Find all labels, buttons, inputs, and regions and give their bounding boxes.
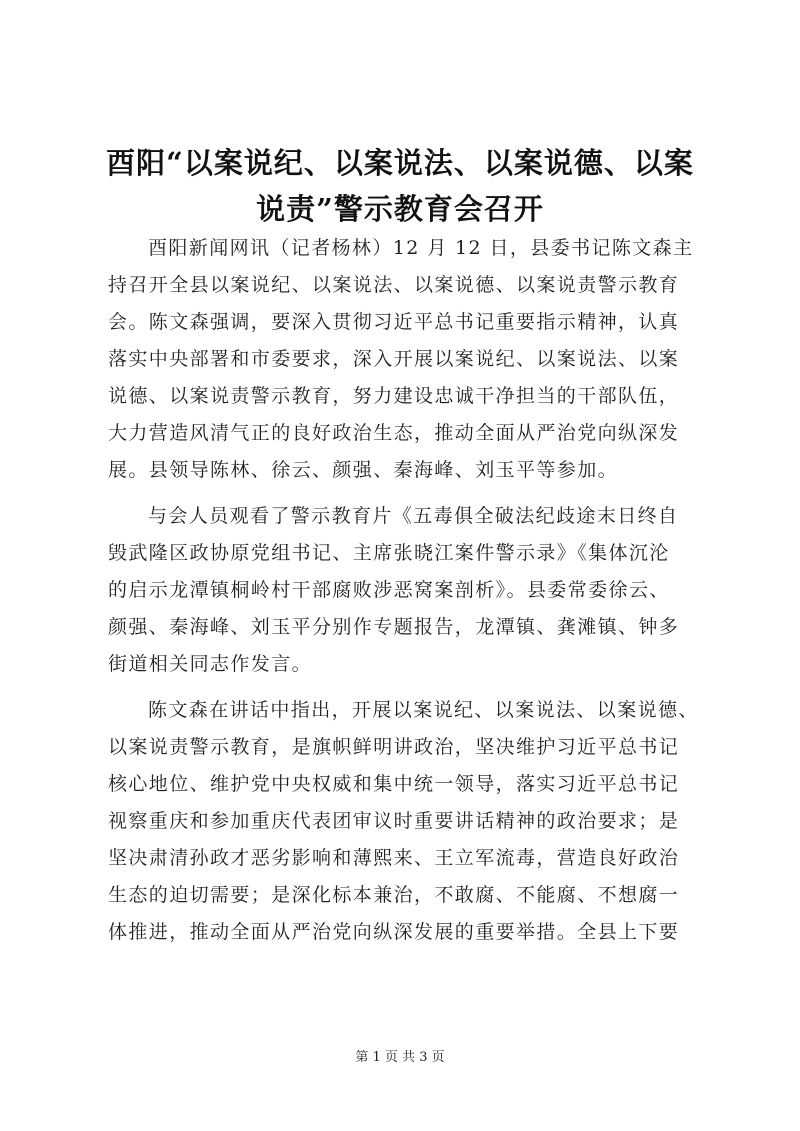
page-number-footer: 第 1 页 共 3 页	[355, 1050, 445, 1065]
paragraph-2	[108, 498, 708, 683]
paragraph-line: 体推进，推动全面从严治党向纵深发展的重要举措。全县上下要	[108, 921, 680, 943]
paragraph-line: 的启示龙潭镇桐岭村干部腐败涉恶窝案剖析》。县委常委徐云、	[108, 579, 670, 601]
paragraph-line: 会。陈文森强调，要深入贯彻习近平总书记重要指示精神，认真	[108, 311, 680, 333]
paragraph-line: 与会人员观看了警示教育片《五毒俱全破法纪歧途末日终自	[148, 505, 679, 527]
paragraph-line: 持召开全县以案说纪、以案说法、以案说德、以案说责警示教育	[108, 274, 680, 296]
paragraph-1	[108, 230, 708, 489]
paragraph-line: 大力营造风清气正的良好政治生态，推动全面从严治党向纵深发	[108, 422, 680, 444]
paragraph-line: 街道相关同志作发言。	[108, 653, 313, 675]
paragraph-line: 视察重庆和参加重庆代表团审议时重要讲话精神的政治要求；是	[108, 810, 680, 832]
paragraph-line: 生态的迫切需要；是深化标本兼治，不敢腐、不能腐、不想腐一	[108, 884, 680, 906]
title-line: 说责”警示教育会召开	[256, 192, 544, 226]
paragraph-line: 酉阳新闻网讯（记者杨林）12 月 12 日，县委书记陈文森主	[148, 237, 694, 259]
document-body	[108, 230, 708, 951]
paragraph-line: 展。县领导陈林、徐云、颜强、秦海峰、刘玉平等参加。	[108, 459, 619, 481]
document-title	[100, 140, 700, 232]
paragraph-line: 落实中央部署和市委要求，深入开展以案说纪、以案说法、以案	[108, 348, 680, 370]
paragraph-line: 颜强、秦海峰、刘玉平分别作专题报告，龙潭镇、龚滩镇、钟多	[108, 616, 680, 638]
paragraph-line: 坚决肃清孙政才恶劣影响和薄熙来、王立军流毒，营造良好政治	[108, 847, 680, 869]
paragraph-line: 说德、以案说责警示教育，努力建设忠诚干净担当的干部队伍，	[108, 385, 680, 407]
paragraph-line: 核心地位、维护党中央权威和集中统一领导，落实习近平总书记	[108, 773, 680, 795]
paragraph-line: 陈文森在讲话中指出，开展以案说纪、以案说法、以案说德、	[148, 699, 699, 721]
paragraph-line: 以案说责警示教育，是旗帜鲜明讲政治，坚决维护习近平总书记	[108, 736, 680, 758]
paragraph-3	[108, 692, 708, 951]
paragraph-line: 毁武隆区政协原党组书记、主席张晓江案件警示录》《集体沉沦	[108, 542, 670, 564]
title-line: 酉阳“以案说纪、以案说法、以案说德、以案	[106, 146, 694, 180]
